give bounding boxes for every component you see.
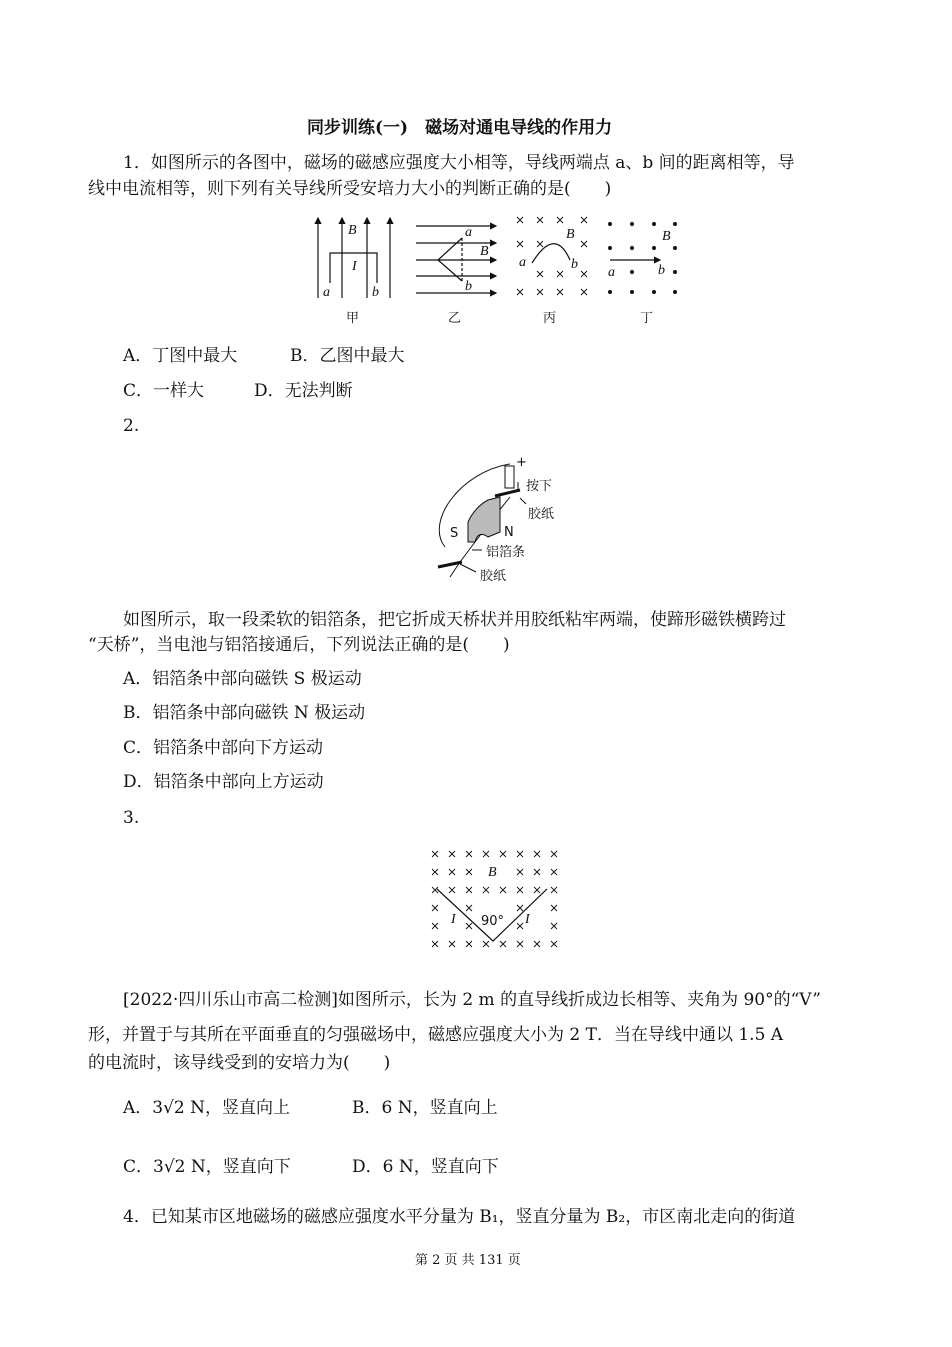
cross-mark [581, 289, 587, 295]
q1-text-line2: 线中电流相等，则下列有关导线所受安培力大小的判断正确的是( ) [88, 179, 612, 199]
cross-mark [551, 851, 557, 857]
label-a: a [519, 255, 526, 270]
label-b: b [372, 285, 379, 300]
label-tape-top: 胶纸 [528, 507, 555, 522]
cross-mark [466, 869, 472, 875]
label-B: B [480, 244, 489, 259]
q3-text-line2: 形，并置于与其所在平面垂直的匀强磁场中，磁感应强度大小为 2 T．当在导线中通以 1.5 A [88, 1025, 784, 1045]
label-b: b [658, 263, 665, 278]
q3-text-line3: 的电流时，该导线受到的安培力为( ) [88, 1053, 391, 1073]
cross-mark [537, 217, 543, 223]
caption-jia: 甲 [346, 311, 360, 326]
q2-option-d: D．铝箔条中部向上方运动 [123, 772, 324, 792]
q2-option-b: B．铝箔条中部向磁铁 N 极运动 [123, 703, 366, 723]
cross-mark [557, 271, 563, 277]
cross-mark [537, 241, 543, 247]
caption-yi: 乙 [448, 311, 462, 326]
label-a: a [323, 285, 330, 300]
label-a: a [465, 225, 472, 240]
cross-mark [483, 851, 489, 857]
cross-mark [551, 923, 557, 929]
label-N: N [504, 525, 514, 540]
q3-text-line1: [2022·四川乐山市高二检测]如图所示，长为 2 m 的直导线折成边长相等、夹角为 90°的“V” [123, 990, 821, 1010]
q2-text-line2: “天桥”，当电池与铝箔接通后，下列说法正确的是( ) [88, 635, 510, 655]
cross-mark [551, 941, 557, 947]
cross-mark [517, 217, 523, 223]
label-tape-bottom: 胶纸 [480, 569, 507, 584]
cross-mark [581, 241, 587, 247]
cross-field-marks [517, 217, 587, 295]
cross-mark [449, 851, 455, 857]
cross-mark [581, 271, 587, 277]
q4-text-line1: 4．已知某市区地磁场的磁感应强度水平分量为 B₁，竖直分量为 B₂，市区南北走向的街道 [123, 1207, 796, 1227]
cross-mark [449, 869, 455, 875]
q2-text-line1: 如图所示，取一段柔软的铝箔条，把它折成天桥状并用胶纸粘牢两端，使蹄形磁铁横跨过 [123, 610, 786, 630]
page-footer: 第 2 页 共 131 页 [415, 1253, 521, 1268]
label-I: I [352, 259, 357, 274]
caption-bing: 丙 [543, 311, 557, 326]
cross-mark [466, 887, 472, 893]
cross-mark [517, 851, 523, 857]
cross-mark [517, 923, 523, 929]
cross-mark [500, 851, 506, 857]
label-b: b [571, 257, 578, 272]
q2-option-c: C．铝箔条中部向下方运动 [123, 738, 324, 758]
q3-option-c: C．3√2 N，竖直向下 [123, 1157, 291, 1177]
cross-mark [500, 941, 506, 947]
cross-mark [432, 905, 438, 911]
cross-mark [581, 217, 587, 223]
q1-figure [300, 208, 690, 328]
cross-mark [551, 905, 557, 911]
cross-mark [534, 941, 540, 947]
cross-mark [466, 941, 472, 947]
cross-mark [466, 905, 472, 911]
label-S: S [450, 526, 459, 541]
cross-mark [551, 887, 557, 893]
q3-number: 3. [123, 808, 140, 828]
label-angle: 90° [481, 914, 505, 929]
q2-figure [420, 452, 600, 587]
cross-mark [432, 923, 438, 929]
label-I-right: I [525, 912, 530, 927]
cross-mark [537, 271, 543, 277]
cross-mark [449, 887, 455, 893]
cross-mark [517, 289, 523, 295]
label-B: B [662, 229, 671, 244]
cross-mark [517, 941, 523, 947]
q2-option-a: A．铝箔条中部向磁铁 S 极运动 [123, 669, 362, 689]
cross-mark [517, 241, 523, 247]
cross-mark [557, 217, 563, 223]
q1-option-a: A．丁图中最大 [123, 346, 238, 366]
page-title: 同步训练(一) 磁场对通电导线的作用力 [307, 118, 613, 138]
caption-ding: 丁 [640, 311, 654, 326]
cross-mark [466, 923, 472, 929]
label-I-left: I [451, 912, 456, 927]
q3-option-d: D．6 N，竖直向下 [352, 1157, 499, 1177]
label-press: 按下 [526, 479, 553, 494]
cross-mark [500, 887, 506, 893]
cross-mark [517, 869, 523, 875]
q1-option-d: D．无法判断 [254, 381, 353, 401]
cross-mark [432, 941, 438, 947]
q1-text-line1: 1．如图所示的各图中，磁场的磁感应强度大小相等，导线两端点 a、b 间的距离相等，导 [123, 153, 795, 173]
cross-mark [551, 869, 557, 875]
q1-option-c: C．一样大 [123, 381, 205, 401]
cross-mark [483, 941, 489, 947]
label-B: B [566, 227, 575, 242]
cross-mark [432, 851, 438, 857]
q3-figure [425, 843, 565, 953]
label-B: B [488, 865, 497, 880]
label-plus: + [516, 455, 527, 470]
q1-option-b: B．乙图中最大 [290, 346, 405, 366]
q3-option-b: B．6 N，竖直向上 [352, 1098, 498, 1118]
cross-mark [466, 851, 472, 857]
cross-mark [534, 851, 540, 857]
cross-mark [534, 869, 540, 875]
label-a: a [608, 265, 615, 280]
label-b: b [465, 279, 472, 294]
cross-mark [483, 887, 489, 893]
label-B: B [348, 223, 357, 238]
cross-mark [534, 887, 540, 893]
cross-mark [537, 289, 543, 295]
cross-mark [517, 887, 523, 893]
cross-mark [557, 289, 563, 295]
label-foil: 铝箔条 [486, 545, 526, 560]
cross-mark [432, 887, 438, 893]
cross-mark [432, 869, 438, 875]
q3-option-a: A．3√2 N，竖直向上 [123, 1098, 291, 1118]
cross-mark [517, 905, 523, 911]
q2-number: 2. [123, 416, 140, 436]
cross-mark [449, 941, 455, 947]
